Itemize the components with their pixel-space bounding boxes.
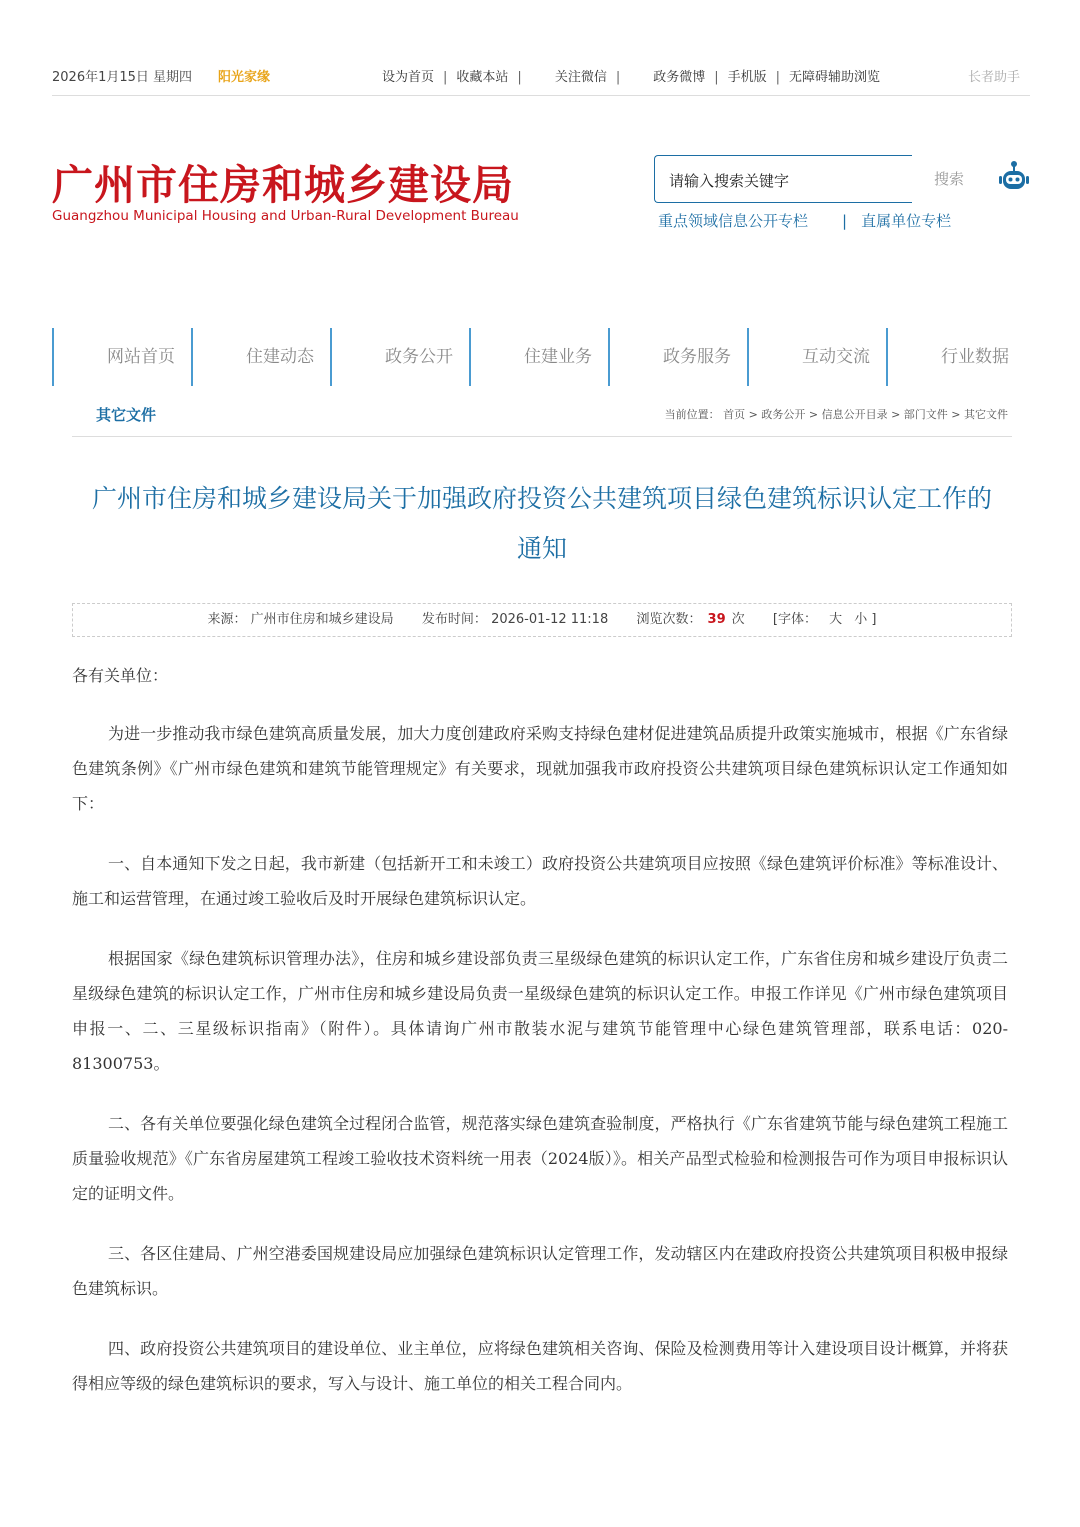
mobile-version-link[interactable]: 手机版: [727, 70, 767, 85]
salutation: 各有关单位：: [72, 666, 169, 685]
article-body: [72, 658, 1008, 1426]
accessibility-link[interactable]: 无障碍辅助浏览: [789, 70, 881, 85]
paragraph: 一、自本通知下发之日起，我市新建（包括新开工和未竣工）政府投资公共建筑项目应按照《绿色建筑评价标准》等标准设计、施工和运营管理，在通过竣工验收后及时开展绿色建筑标识认定。: [72, 854, 1008, 908]
separator: |: [714, 70, 719, 85]
paragraph: 三、各区住建局、广州空港委国规建设局应加强绿色建筑标识认定管理工作，发动辖区内在建政府投资公共建筑项目积极申报绿色建筑标识。: [72, 1244, 1008, 1298]
paragraph: 根据国家《绿色建筑标识管理办法》，住房和城乡建设部负责三星级绿色建筑的标识认定工作，广东省住房和城乡建设厅负责二星级绿色建筑的标识认定工作，广州市住房和城乡建设局负责一星级绿色建筑的标识认定工作。申报工作详见《广州市绿色建筑项目申报一、二、三星级标识指南》（附件）。具体请询广州市散装水泥与建筑节能管理中心绿色建筑管理部，联系电话：020-81300753。: [72, 949, 1008, 1073]
site-logo-subtitle: Guangzhou Municipal Housing and Urban-Rural Development Bureau: [52, 208, 519, 224]
nav-gov-services[interactable]: 政务服务: [608, 328, 747, 386]
nav-housing-news[interactable]: 住建动态: [191, 328, 330, 386]
separator: |: [775, 70, 781, 85]
site-logo-title[interactable]: 广州市住房和城乡建设局: [52, 161, 514, 209]
paragraph: 二、各有关单位要强化绿色建筑全过程闭合监管，规范落实绿色建筑查验制度，严格执行《广东省建筑节能与绿色建筑工程施工质量验收规范》《广东省房屋建筑工程竣工验收技术资料统一用表（2024版）》。相关产品型式检验和检测报告可作为项目申报标识认定的证明文件。: [72, 1114, 1008, 1203]
robot-assistant-icon[interactable]: [998, 160, 1030, 196]
search-button[interactable]: 搜索: [933, 170, 964, 188]
article-title: [72, 474, 1012, 574]
top-links: [382, 66, 880, 85]
search-input[interactable]: 请输入搜索关键字: [654, 155, 912, 203]
article-title-line2: 通知: [516, 534, 567, 563]
time-label: 发布时间：: [421, 612, 487, 627]
separator: |: [615, 70, 621, 85]
divider: [72, 436, 1012, 437]
nav-gov-affairs[interactable]: 政务公开: [330, 328, 469, 386]
article-title-line1: 广州市住房和城乡建设局关于加强政府投资公共建筑项目绿色建筑标识认定工作的: [91, 484, 992, 513]
publish-time: 2026-01-12 11:18: [491, 612, 609, 627]
article-meta: [72, 603, 1012, 637]
separator: |: [517, 70, 522, 85]
nav-industry-data[interactable]: 行业数据: [886, 328, 1025, 386]
views-unit: 次: [731, 612, 745, 627]
current-date: 2026年1月15日 星期四: [52, 70, 193, 85]
gov-weibo-link[interactable]: 政务微博: [653, 70, 706, 85]
nav-home[interactable]: 网站首页: [52, 328, 191, 386]
source-value: 广州市住房和城乡建设局: [250, 612, 394, 627]
views-label: 浏览次数：: [636, 612, 702, 627]
separator: |: [443, 70, 448, 85]
font-small-button[interactable]: 小 ]: [854, 612, 877, 627]
affiliated-units-link[interactable]: 直属单位专栏: [861, 212, 952, 230]
top-bar: [52, 60, 1030, 96]
key-areas-info-link[interactable]: 重点领域信息公开专栏: [658, 212, 809, 230]
paragraph: 为进一步推动我市绿色建筑高质量发展，加大力度创建政府采购支持绿色建材促进建筑品质提升政策实施城市，根据《广东省绿色建筑条例》《广州市绿色建筑和建筑节能管理规定》有关要求，现就加强我市政府投资公共建筑项目绿色建筑标识认定工作通知如下：: [72, 724, 1008, 813]
section-title: 其它文件: [96, 406, 157, 424]
paragraph: 四、政府投资公共建筑项目的建设单位、业主单位，应将绿色建筑相关咨询、保险及检测费用等计入建设项目设计概算，并将获得相应等级的绿色建筑标识的要求，写入与设计、施工单位的相关工程合同内。: [72, 1339, 1008, 1393]
source-label: 来源：: [207, 612, 247, 627]
sunshine-home-link[interactable]: 阳光家缘: [218, 70, 271, 85]
main-nav: [52, 328, 1030, 386]
set-homepage-link[interactable]: 设为首页: [382, 70, 435, 85]
font-size-label: [字体：: [772, 612, 817, 627]
font-large-button[interactable]: 大: [829, 612, 843, 627]
views-count: 39: [707, 612, 726, 627]
nav-interaction[interactable]: 互动交流: [747, 328, 886, 386]
quick-links: [658, 210, 951, 231]
bookmark-site-link[interactable]: 收藏本站: [456, 70, 509, 85]
separator: |: [842, 212, 848, 230]
elder-helper-link[interactable]: 长者助手: [967, 70, 1020, 85]
follow-wechat-link[interactable]: 关注微信: [554, 70, 607, 85]
nav-housing-business[interactable]: 住建业务: [469, 328, 608, 386]
breadcrumb[interactable]: 当前位置： 首页 > 政务公开 > 信息公开目录 > 部门文件 > 其它文件: [664, 408, 1008, 421]
